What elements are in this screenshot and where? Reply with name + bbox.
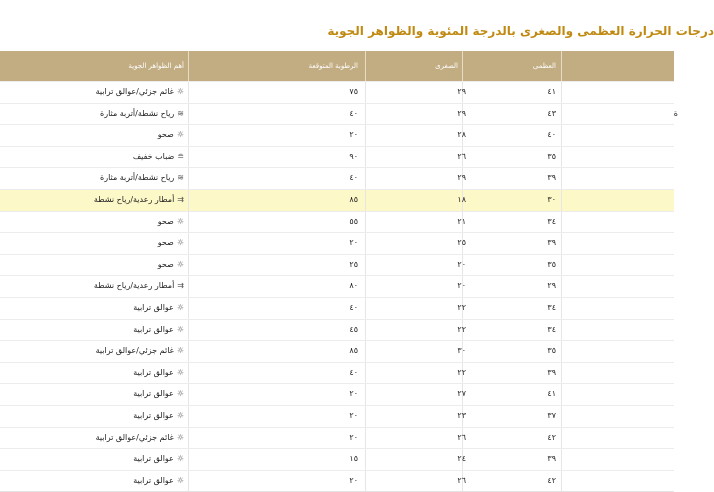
city-cell bbox=[658, 428, 678, 448]
humidity-cell: ٨٠ bbox=[349, 281, 358, 291]
max-temp-cell: ٣٤ bbox=[547, 302, 556, 312]
table-row bbox=[0, 81, 674, 103]
humidity-cell: ٤٠ bbox=[349, 173, 358, 183]
weather-text: عوالق ترابية bbox=[133, 367, 174, 377]
humidity-cell: ٨٥ bbox=[349, 194, 358, 204]
city-cell bbox=[658, 147, 678, 167]
header-humidity: الرطوبة المتوقعة bbox=[308, 62, 358, 70]
weather-cell bbox=[4, 147, 184, 167]
column-divider bbox=[365, 125, 366, 146]
max-temp-cell: ٣٥ bbox=[547, 346, 556, 356]
column-divider bbox=[365, 298, 366, 319]
column-divider bbox=[561, 320, 562, 341]
max-temp-cell: ٣٥ bbox=[547, 259, 556, 269]
min-temp-cell: ٢٤ bbox=[457, 454, 466, 464]
column-divider bbox=[561, 104, 562, 125]
column-divider bbox=[188, 298, 189, 319]
column-divider bbox=[188, 276, 189, 297]
max-temp-cell: ٣٩ bbox=[547, 238, 556, 248]
weather-text: صحو bbox=[157, 238, 174, 248]
humidity-cell: ٢٠ bbox=[349, 238, 358, 248]
city-cell bbox=[658, 233, 678, 253]
max-temp-cell: ٣٠ bbox=[547, 194, 556, 204]
table-row bbox=[0, 254, 674, 276]
max-temp-cell: ٣٤ bbox=[547, 324, 556, 334]
humidity-cell: ٢٠ bbox=[349, 475, 358, 485]
weather-cell bbox=[4, 190, 184, 210]
sun-icon: ☼ bbox=[176, 130, 184, 140]
city-cell bbox=[658, 471, 678, 491]
storm-wind-icon: ⇉ bbox=[177, 281, 184, 291]
table-row bbox=[0, 189, 674, 211]
column-divider bbox=[188, 406, 189, 427]
city-cell bbox=[658, 384, 678, 404]
weather-text: ضباب خفيف bbox=[132, 151, 175, 161]
column-divider bbox=[365, 255, 366, 276]
dust-icon: ☼ bbox=[176, 454, 184, 464]
min-temp-cell: ٢٦ bbox=[457, 432, 466, 442]
column-divider bbox=[365, 320, 366, 341]
header-min: الصغرى bbox=[435, 62, 458, 70]
max-temp-cell: ٤٢ bbox=[547, 475, 556, 485]
table-row bbox=[0, 427, 674, 449]
column-divider bbox=[188, 147, 189, 168]
header-divider bbox=[462, 51, 463, 81]
humidity-cell: ٤٠ bbox=[349, 302, 358, 312]
column-divider bbox=[365, 449, 366, 470]
weather-cell bbox=[4, 82, 184, 102]
min-temp-cell: ٢٣ bbox=[457, 410, 466, 420]
min-temp-cell: ٢٠ bbox=[457, 281, 466, 291]
cloud-sun-icon: ☼ bbox=[176, 346, 184, 356]
column-divider bbox=[188, 125, 189, 146]
weather-cell bbox=[4, 233, 184, 253]
weather-text: غائم جزئي/عوالق ترابية bbox=[95, 346, 174, 356]
min-temp-cell: ٢٩ bbox=[457, 173, 466, 183]
column-divider bbox=[365, 406, 366, 427]
dust-icon: ☼ bbox=[176, 324, 184, 334]
column-divider bbox=[561, 384, 562, 405]
header-phenomena: أهم الظواهر الجوية bbox=[128, 62, 184, 70]
column-divider bbox=[561, 147, 562, 168]
dust-icon: ☼ bbox=[176, 475, 184, 485]
humidity-cell: ٤٥ bbox=[349, 324, 358, 334]
header-divider bbox=[561, 51, 562, 81]
min-temp-cell: ٢٦ bbox=[457, 151, 466, 161]
table-row bbox=[0, 232, 674, 254]
city-cell bbox=[658, 449, 678, 469]
humidity-cell: ٧٥ bbox=[349, 87, 358, 96]
dust-icon: ☼ bbox=[176, 410, 184, 420]
city-cell bbox=[658, 341, 678, 361]
sun-icon: ☼ bbox=[176, 238, 184, 248]
humidity-cell: ٢٥ bbox=[349, 259, 358, 269]
column-divider bbox=[365, 363, 366, 384]
weather-text: أمطار رعدية/رياح نشطة bbox=[93, 281, 175, 291]
column-divider bbox=[365, 82, 366, 103]
max-temp-cell: ٤٢ bbox=[547, 432, 556, 442]
column-divider bbox=[188, 449, 189, 470]
storm-wind-icon: ⇉ bbox=[177, 194, 184, 204]
max-temp-cell: ٤٠ bbox=[547, 130, 556, 140]
min-temp-cell: ٢١ bbox=[457, 216, 466, 226]
city-cell bbox=[658, 168, 678, 188]
fog-icon: ≘ bbox=[177, 151, 184, 161]
max-temp-cell: ٣٩ bbox=[547, 173, 556, 183]
humidity-cell: ٨٥ bbox=[349, 346, 358, 356]
max-temp-cell: ٢٩ bbox=[547, 281, 556, 291]
table-row bbox=[0, 167, 674, 189]
city-cell bbox=[658, 82, 678, 102]
weather-cell bbox=[4, 428, 184, 448]
table-row bbox=[0, 470, 674, 492]
table-row bbox=[0, 124, 674, 146]
humidity-cell: ٢٠ bbox=[349, 389, 358, 399]
weather-cell bbox=[4, 471, 184, 491]
humidity-cell: ١٥ bbox=[349, 454, 358, 464]
dust-icon: ☼ bbox=[176, 367, 184, 377]
dust-icon: ☼ bbox=[176, 302, 184, 312]
table-row bbox=[0, 448, 674, 470]
sun-icon: ☼ bbox=[176, 259, 184, 269]
city-cell bbox=[658, 276, 678, 296]
humidity-cell: ٥٥ bbox=[349, 216, 358, 226]
city-cell bbox=[658, 212, 678, 232]
max-temp-cell: ٣٧ bbox=[547, 410, 556, 420]
weather-text: عوالق ترابية bbox=[133, 410, 174, 420]
min-temp-cell: ٣٠ bbox=[457, 346, 466, 356]
header-divider bbox=[365, 51, 366, 81]
weather-cell bbox=[4, 276, 184, 296]
table-row bbox=[0, 383, 674, 405]
column-divider bbox=[188, 255, 189, 276]
column-divider bbox=[561, 255, 562, 276]
weather-cell bbox=[4, 255, 184, 275]
column-divider bbox=[365, 147, 366, 168]
column-divider bbox=[561, 233, 562, 254]
table-row bbox=[0, 146, 674, 168]
column-divider bbox=[188, 384, 189, 405]
column-divider bbox=[365, 212, 366, 233]
column-divider bbox=[561, 363, 562, 384]
table-row bbox=[0, 211, 674, 233]
weather-text: عوالق ترابية bbox=[133, 475, 174, 485]
column-divider bbox=[561, 449, 562, 470]
column-divider bbox=[561, 406, 562, 427]
max-temp-cell: ٣٤ bbox=[547, 216, 556, 226]
column-divider bbox=[188, 341, 189, 362]
weather-cell bbox=[4, 298, 184, 318]
column-divider bbox=[188, 428, 189, 449]
max-temp-cell: ٤١ bbox=[547, 87, 556, 96]
min-temp-cell: ١٨ bbox=[457, 194, 466, 204]
weather-cell bbox=[4, 406, 184, 426]
column-divider bbox=[365, 384, 366, 405]
weather-text: رياح نشطة/أتربة مثارة bbox=[100, 173, 175, 183]
column-divider bbox=[561, 298, 562, 319]
weather-cell bbox=[4, 449, 184, 469]
weather-cell bbox=[4, 384, 184, 404]
humidity-cell: ٩٠ bbox=[349, 151, 358, 161]
city-cell bbox=[658, 255, 678, 275]
city-cell bbox=[658, 363, 678, 383]
column-divider bbox=[561, 471, 562, 492]
column-divider bbox=[365, 104, 366, 125]
weather-text: صحو bbox=[157, 130, 174, 140]
min-temp-cell: ٢٢ bbox=[457, 324, 466, 334]
max-temp-cell: ٣٩ bbox=[547, 367, 556, 377]
humidity-cell: ٢٠ bbox=[349, 130, 358, 140]
column-divider bbox=[561, 276, 562, 297]
weather-cell bbox=[4, 125, 184, 145]
min-temp-cell: ٢٢ bbox=[457, 367, 466, 377]
table-row bbox=[0, 405, 674, 427]
city-cell bbox=[658, 298, 678, 318]
city-cell bbox=[658, 320, 678, 340]
column-divider bbox=[365, 276, 366, 297]
table-body bbox=[0, 81, 678, 491]
sun-icon: ☼ bbox=[176, 216, 184, 226]
column-divider bbox=[561, 428, 562, 449]
min-temp-cell: ٢٠ bbox=[457, 259, 466, 269]
cloud-sun-icon: ☼ bbox=[176, 87, 184, 96]
weather-text: عوالق ترابية bbox=[133, 389, 174, 399]
min-temp-cell: ٢٨ bbox=[457, 130, 466, 140]
column-divider bbox=[188, 104, 189, 125]
column-divider bbox=[188, 320, 189, 341]
column-divider bbox=[188, 471, 189, 492]
dust-icon: ☼ bbox=[176, 389, 184, 399]
header-divider bbox=[188, 51, 189, 81]
min-temp-cell: ٢٥ bbox=[457, 238, 466, 248]
weather-cell bbox=[4, 168, 184, 188]
column-divider bbox=[365, 341, 366, 362]
table-row bbox=[0, 362, 674, 384]
column-divider bbox=[561, 168, 562, 189]
weather-text: غائم جزئي/عوالق ترابية bbox=[95, 87, 174, 96]
min-temp-cell: ٢٧ bbox=[457, 389, 466, 399]
weather-cell bbox=[4, 341, 184, 361]
table-row bbox=[0, 297, 674, 319]
column-divider bbox=[188, 82, 189, 103]
table-row bbox=[0, 275, 674, 297]
column-divider bbox=[365, 471, 366, 492]
weather-cell bbox=[4, 104, 184, 124]
table-row bbox=[0, 103, 678, 125]
weather-text: عوالق ترابية bbox=[133, 324, 174, 334]
city-cell bbox=[658, 406, 678, 426]
city-cell bbox=[658, 190, 678, 210]
wind-dust-icon: ≋ bbox=[177, 108, 184, 118]
city-cell: ة bbox=[673, 108, 678, 118]
column-divider bbox=[365, 168, 366, 189]
weather-text: أمطار رعدية/رياح نشطة bbox=[93, 194, 175, 204]
column-divider bbox=[561, 125, 562, 146]
table-header bbox=[0, 51, 674, 81]
min-temp-cell: ٢٦ bbox=[457, 475, 466, 485]
weather-text: غائم جزئي/عوالق ترابية bbox=[95, 432, 174, 442]
column-divider bbox=[365, 428, 366, 449]
table-row bbox=[0, 340, 674, 362]
column-divider bbox=[365, 233, 366, 254]
column-divider bbox=[188, 168, 189, 189]
weather-text: عوالق ترابية bbox=[133, 302, 174, 312]
max-temp-cell: ٤١ bbox=[547, 389, 556, 399]
weather-table bbox=[0, 51, 678, 492]
column-divider bbox=[365, 190, 366, 211]
column-divider bbox=[561, 212, 562, 233]
weather-cell bbox=[4, 212, 184, 232]
weather-text: عوالق ترابية bbox=[133, 454, 174, 464]
header-max: العظمى bbox=[532, 62, 556, 70]
column-divider bbox=[188, 190, 189, 211]
weather-text: رياح نشطة/أتربة مثارة bbox=[100, 108, 175, 118]
weather-cell bbox=[4, 320, 184, 340]
column-divider bbox=[188, 363, 189, 384]
column-divider bbox=[561, 82, 562, 103]
humidity-cell: ٢٠ bbox=[349, 410, 358, 420]
city-cell bbox=[658, 125, 678, 145]
humidity-cell: ٤٠ bbox=[349, 367, 358, 377]
min-temp-cell: ٢٢ bbox=[457, 302, 466, 312]
max-temp-cell: ٤٣ bbox=[547, 108, 556, 118]
max-temp-cell: ٣٩ bbox=[547, 454, 556, 464]
weather-text: صحو bbox=[157, 216, 174, 226]
min-temp-cell: ٢٩ bbox=[457, 87, 466, 96]
min-temp-cell: ٢٩ bbox=[457, 108, 466, 118]
cloud-sun-icon: ☼ bbox=[176, 432, 184, 442]
column-divider bbox=[561, 190, 562, 211]
weather-cell bbox=[4, 363, 184, 383]
column-divider bbox=[188, 233, 189, 254]
humidity-cell: ٤٠ bbox=[349, 108, 358, 118]
column-divider bbox=[561, 341, 562, 362]
max-temp-cell: ٣٥ bbox=[547, 151, 556, 161]
column-divider bbox=[188, 212, 189, 233]
humidity-cell: ٢٠ bbox=[349, 432, 358, 442]
wind-dust-icon: ≋ bbox=[177, 173, 184, 183]
table-title: درجات الحرارة العظمى والصغرى بالدرجة المئوية والظواهر الجوية bbox=[327, 24, 714, 38]
weather-text: صحو bbox=[157, 259, 174, 269]
table-row bbox=[0, 319, 674, 341]
